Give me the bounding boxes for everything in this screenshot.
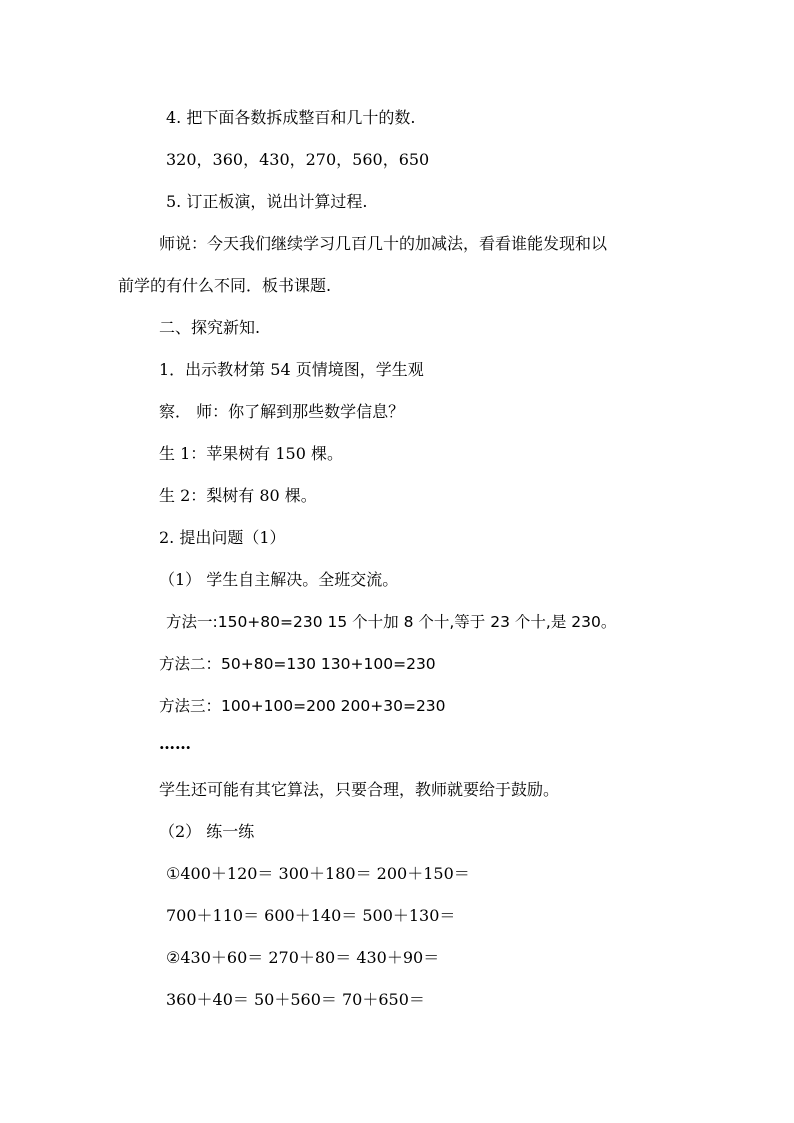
method-1: 方法一:150+80=230 15 个十加 8 个十,等于 23 个十,是 230。 — [166, 613, 617, 631]
method-2: 方法二：50+80=130 130+100=230 — [159, 655, 436, 673]
section-heading-explore: 二、探究新知. — [159, 318, 261, 337]
practice-row-4: 360＋40＝ 50＋560＝ 70＋650＝ — [166, 990, 425, 1009]
practice-row-2: 700＋110＝ 600＋140＝ 500＋130＝ — [166, 906, 456, 925]
student-2-answer: 生 2：梨树有 80 棵。 — [159, 486, 317, 505]
practice-row-3: ②430＋60＝ 270＋80＝ 430＋90＝ — [166, 948, 440, 967]
sub-step-2-practice: （2） 练一练 — [159, 822, 255, 841]
step-1-line-1: 1．出示教材第 54 页情境图，学生观 — [159, 360, 424, 379]
step-2-heading: 2. 提出问题（1） — [159, 528, 286, 547]
sub-step-1: （1） 学生自主解决。全班交流。 — [159, 570, 399, 589]
step-1-line-2: 察． 师：你了解到那些数学信息？ — [159, 402, 405, 421]
ellipsis: …… — [159, 734, 191, 753]
practice-row-1: ①400＋120＝ 300＋180＝ 200＋150＝ — [166, 864, 470, 883]
teacher-note: 学生还可能有其它算法，只要合理，教师就要给于鼓励。 — [159, 780, 560, 799]
teacher-intro-line-2: 前学的有什么不同．板书课题. — [118, 276, 332, 295]
item-4-instruction: 4. 把下面各数拆成整百和几十的数. — [166, 108, 416, 127]
item-5-instruction: 5. 订正板演，说出计算过程. — [166, 192, 368, 211]
teacher-intro-line-1: 师说：今天我们继续学习几百几十的加减法，看看谁能发现和以 — [159, 234, 608, 253]
student-1-answer: 生 1：苹果树有 150 棵。 — [159, 444, 343, 463]
number-list: 320，360，430，270，560，650 — [166, 150, 430, 169]
method-3: 方法三：100+100=200 200+30=230 — [159, 697, 446, 715]
